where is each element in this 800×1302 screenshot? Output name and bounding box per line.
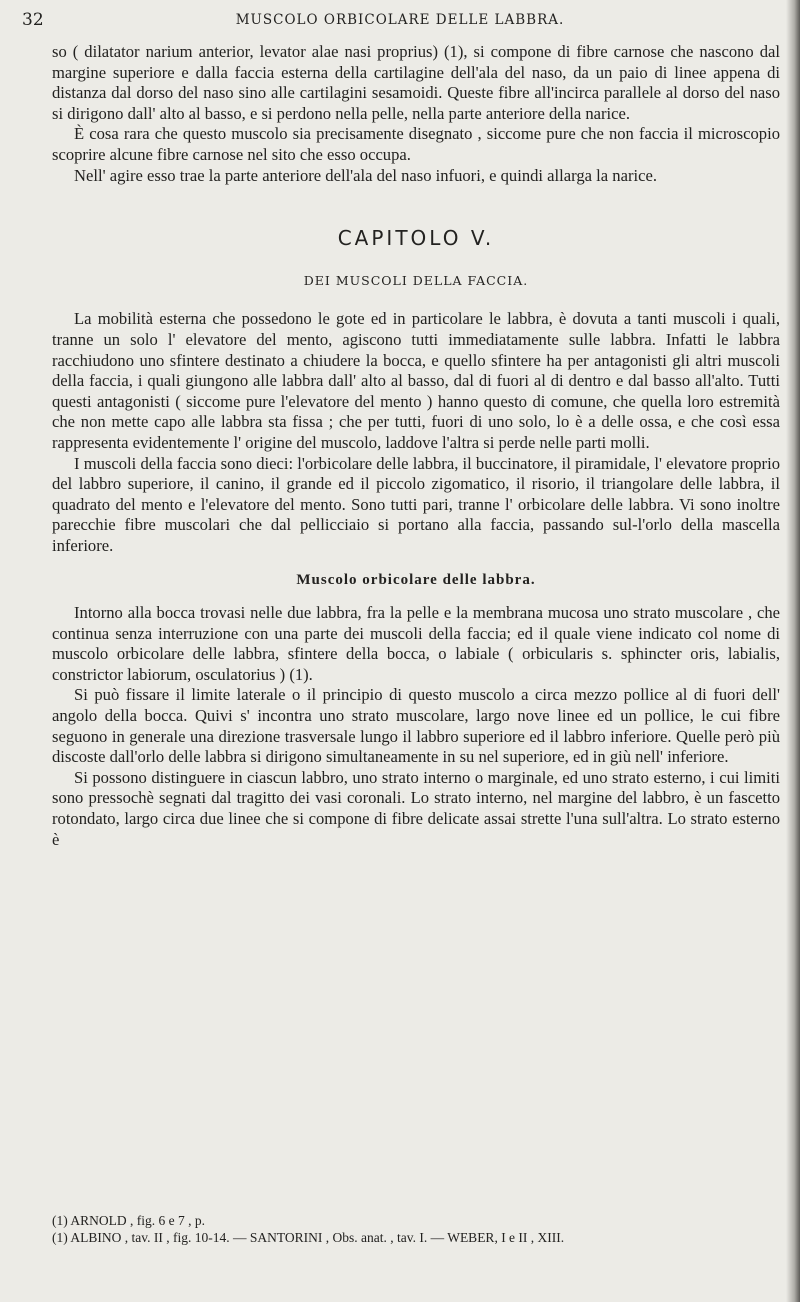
- paragraph: so ( dilatator narium anterior, levator alae nasi proprius) (1), si compone di fibre carnose che nascono dal margine superiore e dalla faccia esterna della cartilagine dell'ala del naso, da un paio di linee appena di distanza dal dorso del naso sino alle cartilagini sesamoidi. Queste fibre all'incirca parallele al dorso del naso si dirigono dall' alto al basso, e si perdono nella pelle, nella parte anteriore della narice.: [52, 42, 780, 123]
- section-title: Muscolo orbicolare delle labbra.: [296, 572, 536, 589]
- paragraph: La mobilità esterna che possedono le gote ed in particolare le labbra, è dovuta a tanti muscoli i quali, tranne un solo l' elevatore del mento, agiscono tutti immediatamente sulle labbra. Infatti le labbra racchiudono uno sfintere destinato a chiudere la bocca, e quello sfintere ha per antagonisti gli altri muscoli della faccia, i quali giungono alle labbra dall' alto al basso, dal di fuori al di dentro e dal basso all'alto. Tutti questi antagonisti ( siccome pure l'elevatore del mento ) hanno questo di comune, che quella loro estremità che non mette capo alle labbra sta fissa ; che per tutti, fuori di uno solo, lo è a delle ossa, e che così essa rappresenta evidentemente l' origine del muscolo, laddove l'altra si perde nelle parti molli.: [52, 309, 780, 452]
- paragraph: I muscoli della faccia sono dieci: l'orbicolare delle labbra, il buccinatore, il piramidale, l' elevatore proprio del labbro superiore, il canino, il grande ed il piccolo zigomatico, il risorio, il triangolare delle labbra, il quadrato del mento e l'elevatore del mento. Sono tutti pari, tranne l' orbicolare delle labbra. Vi sono inoltre parecchie fibre muscolari che dal pellicciaio si portano alla faccia, passando sul-l'orlo della mascella inferiore.: [52, 453, 780, 555]
- running-title: MUSCOLO ORBICOLARE DELLE LABBRA.: [235, 12, 565, 28]
- paragraph: È cosa rara che questo muscolo sia precisamente disegnato , siccome pure che non faccia il microscopio scoprire alcune fibre carnose nel sito che esso occupa.: [52, 124, 780, 164]
- paragraph: Intorno alla bocca trovasi nelle due labbra, fra la pelle e la membrana mucosa uno strato muscolare , che continua senza interruzione con una parte dei muscoli della faccia; ed il quale viene indicato col nome di muscolo orbicolare delle labbra, sfintere della bocca, o labiale ( orbicularis s. sphincter oris, labialis, constrictor labiorum, osculatorius ) (1).: [52, 603, 780, 684]
- body-text: [52, 42, 780, 850]
- chapter-title: CAPITOLO V.: [337, 226, 495, 251]
- paragraph: Nell' agire esso trae la parte anteriore dell'ala del naso infuori, e quindi allarga la narice.: [74, 165, 657, 185]
- page-number: 32: [22, 10, 44, 30]
- footnote: (1) ARNOLD , fig. 6 e 7 , p.: [52, 1213, 205, 1228]
- chapter-subtitle: DEI MUSCOLI DELLA FACCIA.: [303, 272, 529, 288]
- paragraph: Si può fissare il limite laterale o il principio di questo muscolo a circa mezzo pollice al di fuori dell' angolo della bocca. Quivi s' incontra uno strato muscolare, largo nove linee ed un pollice, le cui fibre seguono in generale una direzione trasversale lungo il labbro superiore ed il labbro inferiore. Quelle però più discoste dall'orlo delle labbra si dirigono simultaneamente in su nel superiore, ed in giù nell' inferiore.: [52, 685, 780, 767]
- footnotes: [52, 1212, 780, 1246]
- paragraph: Si possono distinguere in ciascun labbro, uno strato interno o marginale, ed uno strato esterno, i cui limiti sono pressochè segnati dal tragitto dei vasi coronali. Lo strato interno, nel margine del labbro, è un fascetto rotondato, largo circa due linee che si compone di fibre delicate assai strette l'una sull'altra. Lo strato esterno è: [52, 767, 780, 849]
- footnote: (1) ALBINO , tav. II , fig. 10-14. — SANTORINI , Obs. anat. , tav. I. — WEBER, I e II , XIII.: [52, 1230, 565, 1245]
- page-edge-shadow: [786, 0, 800, 1302]
